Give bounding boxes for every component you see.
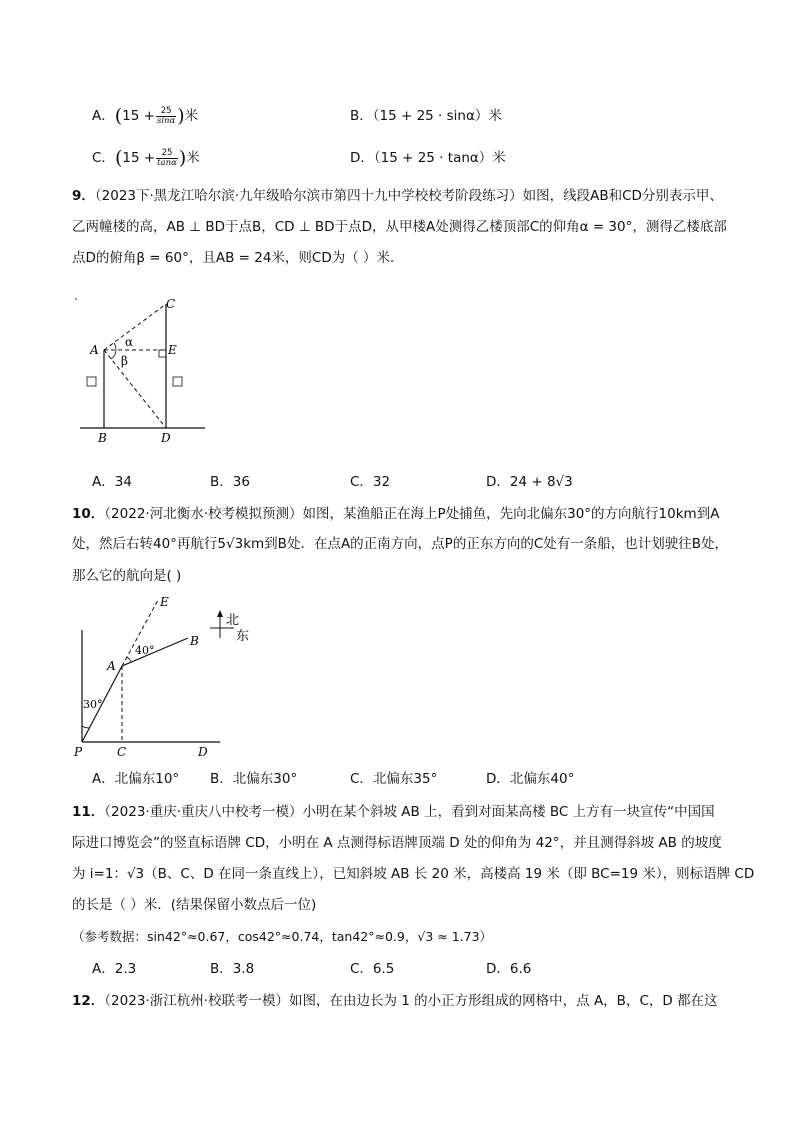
q9-sight-ac <box>104 304 166 350</box>
q8-option-d: D．（15 + 25 · tanα）米 <box>350 150 506 166</box>
q9-label-e: E <box>168 343 177 357</box>
q10-stem-line1: 10．（2022·河北衡水·校考模拟预测）如图，某渔船正在海上P处捕鱼，先向北偏东30°的方向航行10km到A <box>72 506 720 522</box>
q10-compass-north: 北 <box>226 613 240 628</box>
q10-label-p: P <box>74 745 83 759</box>
q9-label-c: C <box>166 297 176 311</box>
q8-option-b: B．（15 + 25 · sinα）米 <box>350 108 502 124</box>
q9-figure <box>70 290 220 450</box>
q9-angle-beta-arc <box>111 350 116 359</box>
q10-option-b: B．北偏东30° <box>210 771 298 787</box>
q10-label-e: E <box>160 595 169 609</box>
q9-right-angle-e <box>159 350 166 357</box>
q9-label-beta: β <box>121 354 128 368</box>
q10-label-b: B <box>190 634 199 648</box>
q9-figure-tick <box>75 298 77 300</box>
q10-compass-arrowhead-icon <box>217 610 223 617</box>
q10-label-40: 40° <box>135 644 155 657</box>
q9-option-a: A．34 <box>92 474 132 490</box>
q10-label-d: D <box>198 745 208 759</box>
q10-option-c: C．北偏东35° <box>350 771 438 787</box>
q9-stem-line3: 点D的俯角β = 60°，且AB = 24米，则CD为（ ）米． <box>72 250 404 266</box>
q9-sight-ad <box>104 350 166 428</box>
q11-stem-line1: 11．（2023·重庆·重庆八中校考一模）小明在某个斜坡 AB 上，看到对面某高楼 BC 上方有一块宣传“中国国 <box>72 804 715 820</box>
q10-stem-line2: 处，然后右转40°再航行5√3km到B处．在点A的正南方向，点P的正东方向的C处有一条船，也计划驶往B处， <box>72 536 729 552</box>
q9-box-left <box>87 377 96 386</box>
q10-label-30: 30° <box>83 698 103 711</box>
q9-stem-line1: 9．（2023下·黑龙江哈尔滨·九年级哈尔滨市第四十九中学校校考阶段练习）如图，线段AB和CD分别表示甲、 <box>72 188 723 204</box>
q11-stem-line2: 际进口博览会”的竖直标语牌 CD，小明在 A 点测得标语牌顶端 D 处的仰角为 42°，并且测得斜坡 AB 的坡度 <box>72 835 722 851</box>
q10-option-a: A．北偏东10° <box>92 771 180 787</box>
q10-stem-line3: 那么它的航向是( ) <box>72 568 182 584</box>
q11-option-b: B．3.8 <box>210 961 255 977</box>
q10-option-d: D．北偏东40° <box>486 771 575 787</box>
q8-option-a: A．(15 + $\frac{25}{\sin\alpha}$ )米 <box>92 105 199 127</box>
q10-label-c: C <box>117 745 127 759</box>
q9-option-b: B．36 <box>210 474 250 490</box>
q8-option-c: C．(15 + $\frac{25}{\tan\alpha}$ )米 <box>92 147 200 169</box>
q12-stem-line1: 12．（2023·浙江杭州·校联考一模）如图，在由边长为 1 的小正方形组成的网格中，点 A，B，C，D 都在这 <box>72 993 718 1009</box>
q10-angle-30-arc <box>82 726 89 728</box>
q9-option-c: C．32 <box>350 474 391 490</box>
q9-option-d: D．24 + 8√3 <box>486 474 573 490</box>
q11-option-a: A．2.3 <box>92 961 137 977</box>
q9-box-right <box>173 377 182 386</box>
q11-stem-line4: 的长是（ ）米．(结果保留小数点后一位) <box>72 897 317 913</box>
q9-stem-line2: 乙两幢楼的高，AB ⊥ BD于点B，CD ⊥ BD于点D，从甲楼A处测得乙楼顶部C的仰角α = 30°，测得乙楼底部 <box>72 219 727 235</box>
q10-figure <box>70 590 260 760</box>
q10-compass-east: 东 <box>236 629 250 644</box>
q11-option-c: C．6.5 <box>350 961 395 977</box>
q11-reference-data: （参考数据：sin42°≈0.67，cos42°≈0.74，tan42°≈0.9，√3 ≈ 1.73） <box>72 929 493 944</box>
q10-path-ab <box>122 638 188 666</box>
q11-stem-line3: 为 i=1：√3（B、C、D 在同一条直线上），已知斜坡 AB 长 20 米，高楼高 19 米（即 BC=19 米），则标语牌 CD <box>72 866 755 882</box>
q11-option-d: D．6.6 <box>486 961 532 977</box>
q10-angle-40-arc <box>127 657 131 662</box>
q9-label-d: D <box>161 431 171 445</box>
q9-label-alpha: α <box>125 335 134 349</box>
q8-option-a-fraction: $\frac{25}{\sin\alpha}$ <box>156 105 176 126</box>
q9-angle-alpha-arc <box>114 343 116 350</box>
q9-label-a: A <box>90 343 99 357</box>
q10-label-a: A <box>107 659 116 673</box>
q8-option-c-fraction: $\frac{25}{\tan\alpha}$ <box>157 147 177 168</box>
q9-label-b: B <box>98 431 107 445</box>
